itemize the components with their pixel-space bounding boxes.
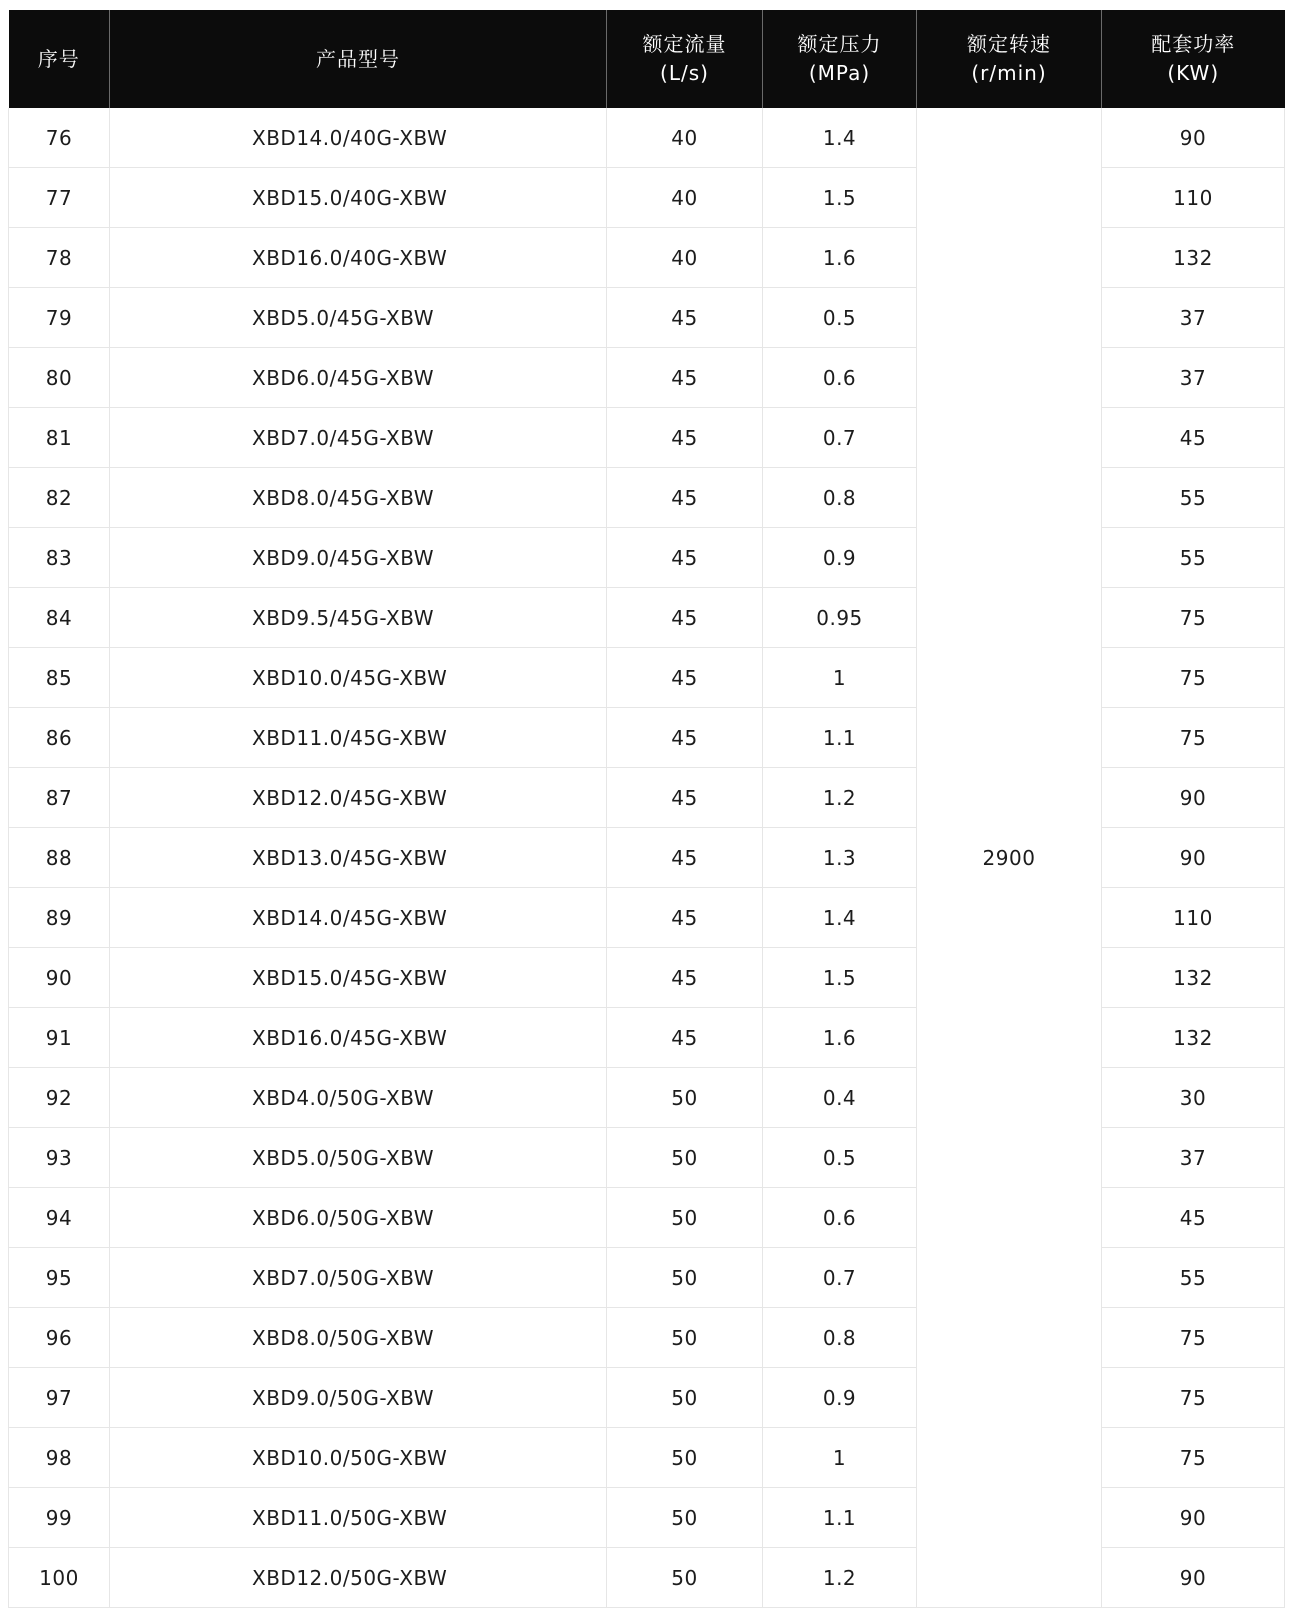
cell-flow: 50 (607, 1068, 763, 1128)
cell-pressure: 0.9 (763, 1368, 917, 1428)
cell-index: 84 (9, 588, 110, 648)
cell-power: 45 (1102, 408, 1285, 468)
cell-model: XBD9.5/45G-XBW (110, 588, 607, 648)
cell-flow: 40 (607, 228, 763, 288)
cell-model: XBD6.0/50G-XBW (110, 1188, 607, 1248)
cell-model: XBD16.0/45G-XBW (110, 1008, 607, 1068)
cell-flow: 45 (607, 888, 763, 948)
cell-power: 132 (1102, 948, 1285, 1008)
cell-model: XBD14.0/45G-XBW (110, 888, 607, 948)
cell-flow: 50 (607, 1428, 763, 1488)
cell-flow: 50 (607, 1248, 763, 1308)
cell-pressure: 0.9 (763, 528, 917, 588)
header-power-unit: (KW) (1167, 61, 1220, 85)
cell-index: 96 (9, 1308, 110, 1368)
cell-index: 91 (9, 1008, 110, 1068)
header-speed-unit: (r/min) (971, 61, 1047, 85)
cell-pressure: 1.6 (763, 228, 917, 288)
cell-model: XBD5.0/50G-XBW (110, 1128, 607, 1188)
cell-model: XBD15.0/40G-XBW (110, 168, 607, 228)
cell-power: 90 (1102, 108, 1285, 168)
header-flow-unit: (L/s) (660, 61, 709, 85)
cell-power: 45 (1102, 1188, 1285, 1248)
cell-flow: 40 (607, 108, 763, 168)
cell-power: 30 (1102, 1068, 1285, 1128)
cell-model: XBD7.0/45G-XBW (110, 408, 607, 468)
cell-flow: 50 (607, 1308, 763, 1368)
cell-flow: 45 (607, 648, 763, 708)
header-power-label: 配套功率 (1151, 32, 1236, 56)
cell-power: 75 (1102, 1428, 1285, 1488)
cell-pressure: 0.8 (763, 468, 917, 528)
cell-pressure: 1.5 (763, 168, 917, 228)
cell-flow: 50 (607, 1188, 763, 1248)
cell-pressure: 1 (763, 648, 917, 708)
cell-pressure: 0.6 (763, 1188, 917, 1248)
table-header (9, 10, 1285, 108)
cell-power: 132 (1102, 1008, 1285, 1068)
cell-pressure: 1.2 (763, 768, 917, 828)
cell-model: XBD9.0/45G-XBW (110, 528, 607, 588)
cell-model: XBD4.0/50G-XBW (110, 1068, 607, 1128)
cell-index: 95 (9, 1248, 110, 1308)
cell-model: XBD12.0/45G-XBW (110, 768, 607, 828)
cell-index: 85 (9, 648, 110, 708)
cell-power: 37 (1102, 348, 1285, 408)
header-flow-label: 额定流量 (642, 32, 727, 56)
cell-index: 97 (9, 1368, 110, 1428)
cell-model: XBD7.0/50G-XBW (110, 1248, 607, 1308)
cell-flow: 45 (607, 288, 763, 348)
cell-model: XBD16.0/40G-XBW (110, 228, 607, 288)
cell-flow: 45 (607, 408, 763, 468)
cell-index: 87 (9, 768, 110, 828)
cell-rated-speed: 2900 (917, 108, 1102, 1608)
cell-power: 75 (1102, 1308, 1285, 1368)
cell-index: 92 (9, 1068, 110, 1128)
header-power (1102, 10, 1285, 108)
cell-model: XBD10.0/50G-XBW (110, 1428, 607, 1488)
cell-flow: 45 (607, 708, 763, 768)
header-speed-label: 额定转速 (967, 32, 1051, 56)
cell-pressure: 1.1 (763, 1488, 917, 1548)
cell-pressure: 1.2 (763, 1548, 917, 1608)
cell-power: 90 (1102, 828, 1285, 888)
header-row (9, 10, 1285, 108)
cell-flow: 50 (607, 1548, 763, 1608)
cell-index: 76 (9, 108, 110, 168)
cell-power: 75 (1102, 708, 1285, 768)
cell-power: 75 (1102, 588, 1285, 648)
cell-pressure: 1.1 (763, 708, 917, 768)
cell-pressure: 0.95 (763, 588, 917, 648)
header-model-label: 产品型号 (316, 46, 400, 71)
cell-power: 132 (1102, 228, 1285, 288)
cell-index: 93 (9, 1128, 110, 1188)
cell-model: XBD14.0/40G-XBW (110, 108, 607, 168)
cell-power: 55 (1102, 468, 1285, 528)
header-index (9, 10, 110, 108)
cell-index: 94 (9, 1188, 110, 1248)
cell-pressure: 0.8 (763, 1308, 917, 1368)
cell-flow: 45 (607, 588, 763, 648)
cell-power: 37 (1102, 1128, 1285, 1188)
cell-pressure: 1.4 (763, 108, 917, 168)
cell-index: 86 (9, 708, 110, 768)
cell-flow: 50 (607, 1488, 763, 1548)
cell-model: XBD10.0/45G-XBW (110, 648, 607, 708)
cell-model: XBD6.0/45G-XBW (110, 348, 607, 408)
cell-pressure: 0.7 (763, 408, 917, 468)
cell-pressure: 1.4 (763, 888, 917, 948)
header-model (110, 10, 607, 108)
cell-index: 88 (9, 828, 110, 888)
cell-flow: 40 (607, 168, 763, 228)
cell-model: XBD11.0/50G-XBW (110, 1488, 607, 1548)
cell-index: 80 (9, 348, 110, 408)
cell-pressure: 1.6 (763, 1008, 917, 1068)
cell-index: 83 (9, 528, 110, 588)
table-row (9, 108, 1285, 168)
cell-power: 110 (1102, 168, 1285, 228)
cell-model: XBD11.0/45G-XBW (110, 708, 607, 768)
header-index-label: 序号 (37, 46, 80, 71)
cell-index: 81 (9, 408, 110, 468)
header-pressure (763, 10, 917, 108)
cell-index: 78 (9, 228, 110, 288)
cell-power: 55 (1102, 528, 1285, 588)
cell-pressure: 0.5 (763, 288, 917, 348)
cell-index: 82 (9, 468, 110, 528)
table-body (9, 108, 1285, 1608)
cell-power: 75 (1102, 1368, 1285, 1428)
cell-model: XBD8.0/50G-XBW (110, 1308, 607, 1368)
cell-power: 110 (1102, 888, 1285, 948)
cell-power: 75 (1102, 648, 1285, 708)
cell-index: 99 (9, 1488, 110, 1548)
cell-power: 90 (1102, 1488, 1285, 1548)
cell-model: XBD13.0/45G-XBW (110, 828, 607, 888)
cell-flow: 45 (607, 1008, 763, 1068)
header-pressure-label: 额定压力 (797, 32, 882, 56)
cell-flow: 45 (607, 468, 763, 528)
cell-model: XBD9.0/50G-XBW (110, 1368, 607, 1428)
spec-sheet (8, 10, 1284, 1608)
cell-index: 89 (9, 888, 110, 948)
cell-flow: 45 (607, 768, 763, 828)
cell-power: 90 (1102, 768, 1285, 828)
cell-index: 98 (9, 1428, 110, 1488)
cell-pressure: 1 (763, 1428, 917, 1488)
cell-pressure: 0.6 (763, 348, 917, 408)
header-speed (917, 10, 1102, 108)
cell-model: XBD5.0/45G-XBW (110, 288, 607, 348)
cell-pressure: 0.5 (763, 1128, 917, 1188)
header-flow (607, 10, 763, 108)
pump-spec-table (8, 10, 1285, 1608)
cell-index: 77 (9, 168, 110, 228)
cell-flow: 45 (607, 348, 763, 408)
cell-model: XBD8.0/45G-XBW (110, 468, 607, 528)
cell-index: 100 (9, 1548, 110, 1608)
cell-pressure: 0.4 (763, 1068, 917, 1128)
cell-power: 55 (1102, 1248, 1285, 1308)
cell-flow: 45 (607, 528, 763, 588)
cell-pressure: 1.3 (763, 828, 917, 888)
cell-pressure: 1.5 (763, 948, 917, 1008)
cell-model: XBD12.0/50G-XBW (110, 1548, 607, 1608)
cell-index: 79 (9, 288, 110, 348)
cell-flow: 45 (607, 828, 763, 888)
cell-pressure: 0.7 (763, 1248, 917, 1308)
cell-model: XBD15.0/45G-XBW (110, 948, 607, 1008)
header-pressure-unit: (MPa) (808, 61, 871, 85)
cell-flow: 50 (607, 1368, 763, 1428)
cell-flow: 45 (607, 948, 763, 1008)
cell-power: 90 (1102, 1548, 1285, 1608)
cell-flow: 50 (607, 1128, 763, 1188)
cell-power: 37 (1102, 288, 1285, 348)
cell-index: 90 (9, 948, 110, 1008)
